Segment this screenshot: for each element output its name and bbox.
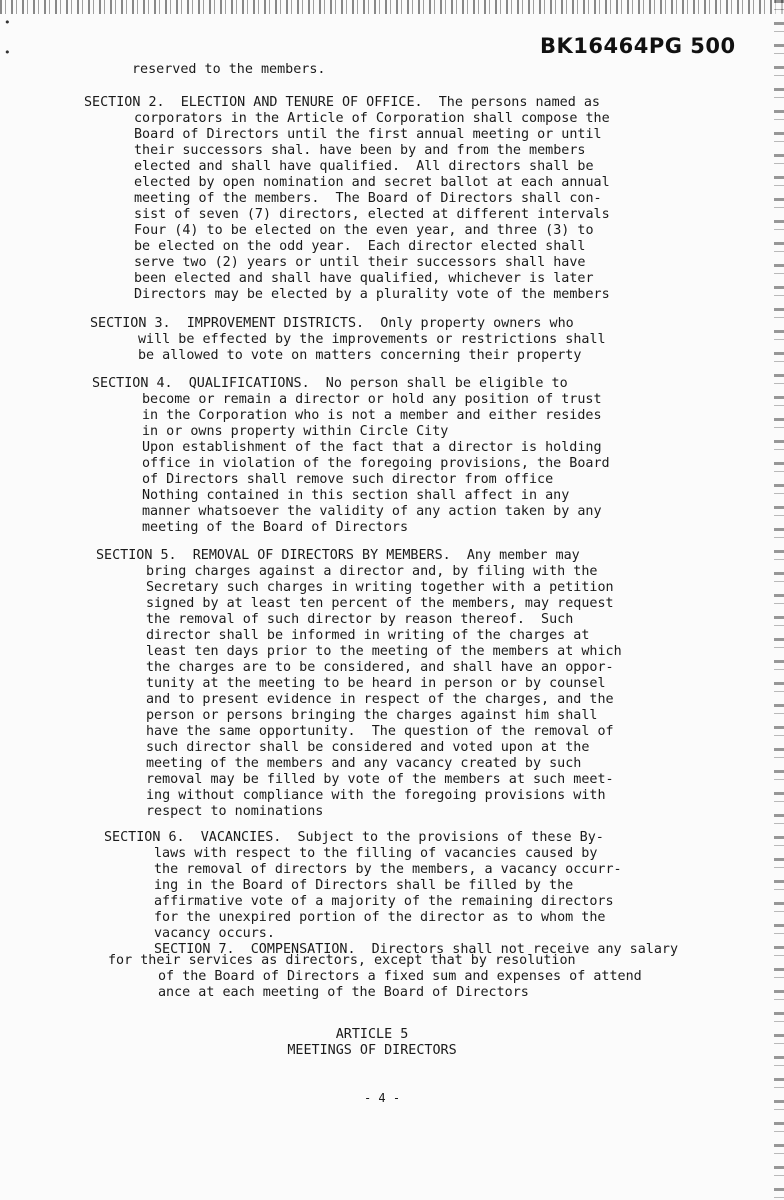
text-line: sist of seven (7) directors, elected at different intervals — [134, 207, 610, 222]
text-line: tunity at the meeting to be heard in person or by counsel — [146, 676, 606, 691]
text-line: reserved to the members. — [132, 62, 326, 77]
text-line: ing in the Board of Directors shall be filled by the — [154, 878, 574, 893]
text-line: removal may be filled by vote of the members at such meet- — [146, 772, 614, 787]
text-line: laws with respect to the filling of vacancies caused by — [154, 846, 598, 861]
page-number: - 4 - — [363, 1091, 401, 1105]
text-line: will be effected by the improvements or restrictions shall — [138, 332, 606, 347]
text-line: be elected on the odd year. Each director elected shall — [134, 239, 586, 254]
article-title: ARTICLE 5 — [335, 1027, 409, 1042]
text-line: been elected and shall have qualified, whichever is later — [134, 271, 594, 286]
text-line: office in violation of the foregoing provisions, the Board — [142, 456, 610, 471]
text-line: director shall be informed in writing of the charges at — [146, 628, 590, 643]
section-5-heading-line: SECTION 5. REMOVAL OF DIRECTORS BY MEMBERS. Any member may — [96, 548, 580, 563]
text-line: in or owns property within Circle City — [142, 424, 449, 439]
text-line: meeting of the members and any vacancy created by such — [146, 756, 582, 771]
text-line: in the Corporation who is not a member and either resides — [142, 408, 602, 423]
scan-edge-right — [774, 0, 784, 1200]
text-line: bring charges against a director and, by filing with the — [146, 564, 598, 579]
text-line: the charges are to be considered, and shall have an oppor- — [146, 660, 614, 675]
text-line: manner whatsoever the validity of any action taken by any — [142, 504, 602, 519]
section-3-heading-line: SECTION 3. IMPROVEMENT DISTRICTS. Only property owners who — [90, 316, 574, 331]
section-2-heading-line: SECTION 2. ELECTION AND TENURE OF OFFICE. The persons named as — [84, 95, 600, 110]
text-line: for the unexpired portion of the director as to whom the — [154, 910, 606, 925]
article-subtitle: MEETINGS OF DIRECTORS — [287, 1043, 457, 1058]
text-line: elected by open nomination and secret ballot at each annual — [134, 175, 610, 190]
text-line: signed by at least ten percent of the members, may request — [146, 596, 614, 611]
text-line: corporators in the Article of Corporation shall compose the — [134, 111, 610, 126]
text-line: the removal of such director by reason thereof. Such — [146, 612, 574, 627]
text-line: of the Board of Directors a fixed sum and expenses of attend — [158, 969, 642, 984]
text-line: least ten days prior to the meeting of the members at which — [146, 644, 622, 659]
scan-margin-marks: • • — [4, 16, 11, 59]
text-line: Four (4) to be elected on the even year, and three (3) to — [134, 223, 594, 238]
text-line: such director shall be considered and voted upon at the — [146, 740, 590, 755]
text-line: meeting of the members. The Board of Directors shall con- — [134, 191, 602, 206]
text-line: and to present evidence in respect of the charges, and the — [146, 692, 614, 707]
text-line: SECTION 7. COMPENSATION. Directors shall not receive any salary — [154, 942, 679, 957]
text-line: be allowed to vote on matters concerning their property — [138, 348, 582, 363]
section-6-heading-line: SECTION 6. VACANCIES. Subject to the provisions of these By- — [104, 830, 604, 845]
text-line: Directors may be elected by a plurality vote of the members — [134, 287, 610, 302]
text-line: affirmative vote of a majority of the remaining directors — [154, 894, 614, 909]
text-line: become or remain a director or hold any position of trust — [142, 392, 602, 407]
text-line: their successors shal. have been by and from the members — [134, 143, 586, 158]
text-line: have the same opportunity. The question of the removal of — [146, 724, 614, 739]
text-line: elected and shall have qualified. All directors shall be — [134, 159, 594, 174]
section-7-heading-line: for their services as directors, except that by resolution — [108, 953, 576, 968]
text-line: meeting of the Board of Directors — [142, 520, 409, 535]
text-line: serve two (2) years or until their successors shall have — [134, 255, 586, 270]
text-line: vacancy occurs. — [154, 926, 275, 941]
text-line: ing without compliance with the foregoing provisions with — [146, 788, 606, 803]
text-line: person or persons bringing the charges against him shall — [146, 708, 598, 723]
text-line: Nothing contained in this section shall affect in any — [142, 488, 570, 503]
text-line: Board of Directors until the first annual meeting or until — [134, 127, 602, 142]
text-line: ance at each meeting of the Board of Directors — [158, 985, 529, 1000]
text-line: of Directors shall remove such director from office — [142, 472, 554, 487]
text-line: the removal of directors by the members, a vacancy occurr- — [154, 862, 622, 877]
scan-edge-top — [0, 0, 784, 14]
text-line: Secretary such charges in writing together with a petition — [146, 580, 614, 595]
text-line: Upon establishment of the fact that a director is holding — [142, 440, 602, 455]
book-page-stamp: BK16464PG 500 — [540, 34, 736, 58]
section-4-heading-line: SECTION 4. QUALIFICATIONS. No person shall be eligible to — [92, 376, 568, 391]
text-line: respect to nominations — [146, 804, 324, 819]
